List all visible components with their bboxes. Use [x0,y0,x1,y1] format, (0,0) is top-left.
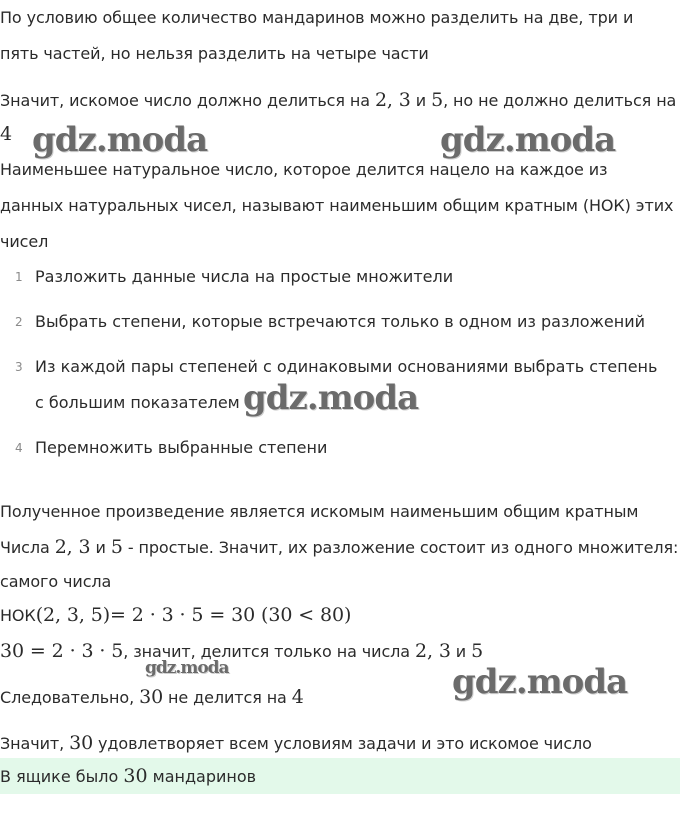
math: 30 [69,732,94,754]
text: не делится на [163,688,292,707]
answer-box [0,758,680,794]
paragraph-line [0,680,304,715]
paragraph-line [0,530,678,565]
text: НОК [0,606,36,625]
text: , но не должно делиться на [443,91,677,110]
watermark: gdz.moda [440,120,616,160]
math: 5 [431,89,444,111]
paragraph-line: самого числа [0,572,112,591]
math: (2, 3, 5)= 2 · 3 · 5 = 30 (30 < 80) [35,604,352,626]
text: Значит, искомое число должно делиться на [0,91,375,110]
list-item: Из каждой пары степеней с одинаковыми основаниями выбрать степень [35,357,658,376]
paragraph-line: По условию общее количество мандаринов можно разделить на две, три и [0,8,634,27]
watermark: gdz.moda [243,378,419,418]
text: В ящике было [0,767,124,786]
math: 30 [123,765,148,787]
text: и [90,538,111,557]
math: 5 [110,536,123,558]
paragraph-line [0,83,676,118]
paragraph-line: Полученное произведение является искомым наименьшим общим кратным [0,502,639,521]
paragraph-line: данных натуральных чисел, называют наименьшим общим кратным (НОК) этих [0,196,674,215]
math: 2, 3 [54,536,91,558]
paragraph-line: пять частей, но нельзя разделить на четыре части [0,44,429,63]
math: 2, 3 [374,89,411,111]
text: Следовательно, [0,688,140,707]
math: 4 [291,686,304,708]
text: Значит, [0,734,70,753]
list-number: 4 [15,441,23,455]
list-item: Разложить данные числа на простые множители [35,267,454,286]
list-number: 3 [15,360,23,374]
text: - простые. Значит, их разложение состоит из одного множителя: [122,538,679,557]
math: 2, 3 [414,640,451,662]
math: 5 [471,640,484,662]
math: 30 [139,686,164,708]
text: и [410,91,432,110]
watermark: gdz.moda [145,658,229,678]
watermark: gdz.moda [452,662,628,702]
text: мандаринов [147,767,257,786]
watermark: gdz.moda [32,120,208,160]
text: , значит, делится только на числа [123,642,415,661]
text: и [450,642,472,661]
formula-line [0,598,351,633]
paragraph-line: Наименьшее натуральное число, которое делится нацело на каждое из [0,160,608,179]
paragraph-line [0,726,592,761]
list-number: 2 [15,315,23,329]
list-number: 1 [15,270,23,284]
paragraph-line [0,117,12,152]
list-item: Перемножить выбранные степени [35,438,328,457]
text: Числа [0,538,55,557]
list-item-continuation: с большим показателем [35,393,240,412]
math: 30 = 2 · 3 · 5 [0,640,124,662]
math: 4 [0,123,12,145]
list-item: Выбрать степени, которые встречаются только в одном из разложений [35,312,646,331]
formula-line [0,634,483,669]
paragraph-line: чисел [0,232,49,251]
text: удовлетворяет всем условиям задачи и это искомое число [93,734,592,753]
